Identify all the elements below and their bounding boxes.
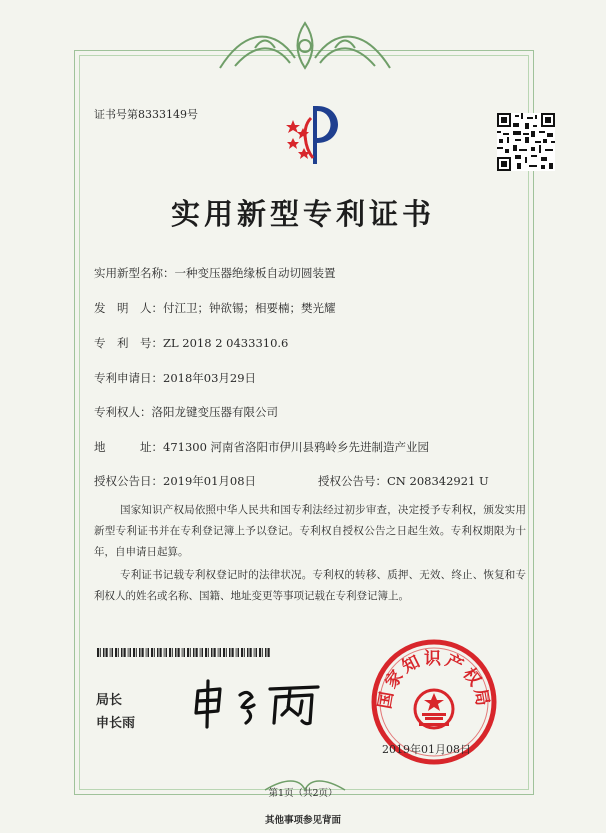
director-title: 局长 [96, 693, 123, 708]
patent-office-logo-icon [283, 98, 343, 168]
patent-number-row [94, 335, 288, 351]
patent-number-value: ZL 2018 2 0433310.6 [163, 336, 289, 350]
legal-status-paragraph: 专利证书记载专利权登记时的法律状况。专利权的转移、质押、无效、终止、恢复和专利权人的姓名或名称、国籍、地址变更等事项记载在专利登记簿上。 [94, 569, 526, 602]
inventor-value: 付江卫；钟欲锡；相要楠；樊光耀 [163, 301, 336, 315]
grant-date-value: 2019年01月08日 [163, 474, 257, 488]
utility-model-name-row [94, 265, 336, 281]
filing-date-row [94, 370, 256, 386]
filing-date-value: 2018年03月29日 [163, 371, 257, 385]
qr-code-icon [497, 113, 555, 171]
inventor-row [94, 300, 336, 316]
page-number: 第1页（共2页） [268, 788, 338, 799]
svg-text:国家知识产权局: 国家知识产权局 [375, 649, 493, 711]
grant-statement-paragraph: 国家知识产权局依照中华人民共和国专利法经过初步审查，决定授予专利权，颁发实用新型专利证书并在专利登记簿上予以登记。专利权自授权公告之日起生效。专利权期限为十年，自申请日起算。 [94, 504, 526, 558]
address-row [94, 439, 429, 455]
patentee-value: 洛阳龙键变压器有限公司 [151, 405, 278, 419]
utility-model-name-label: 实用新型名称： [94, 266, 175, 280]
patentee-label: 专利权人： [94, 405, 152, 419]
patentee-row [94, 404, 278, 420]
certificate-number: 证书号第8333149号 [94, 108, 198, 121]
filing-date-label: 专利申请日： [94, 371, 163, 385]
grant-number-label: 授权公告号： [318, 474, 387, 488]
grant-date-label: 授权公告日： [94, 474, 163, 488]
grant-number-value: CN 208342921 U [387, 474, 489, 488]
grant-number-row [318, 473, 489, 489]
seal-date: 2019年01月08日 [382, 743, 471, 756]
barcode-icon [97, 648, 272, 657]
address-value: 471300 河南省洛阳市伊川县鸦岭乡先进制造产业园 [163, 440, 430, 454]
patent-number-label: 专 利 号： [94, 336, 163, 350]
inventor-label: 发 明 人： [94, 301, 163, 315]
grant-date-row [94, 473, 256, 489]
address-label: 地 址： [94, 440, 163, 454]
director-name: 申长雨 [96, 716, 136, 731]
director-signature [190, 679, 330, 729]
top-ornament-icon [215, 18, 395, 78]
utility-model-name-value: 一种变压器绝缘板自动切圆装置 [174, 266, 336, 280]
page-title: 实用新型专利证书 [170, 197, 435, 231]
back-note: 其他事项参见背面 [264, 815, 341, 826]
